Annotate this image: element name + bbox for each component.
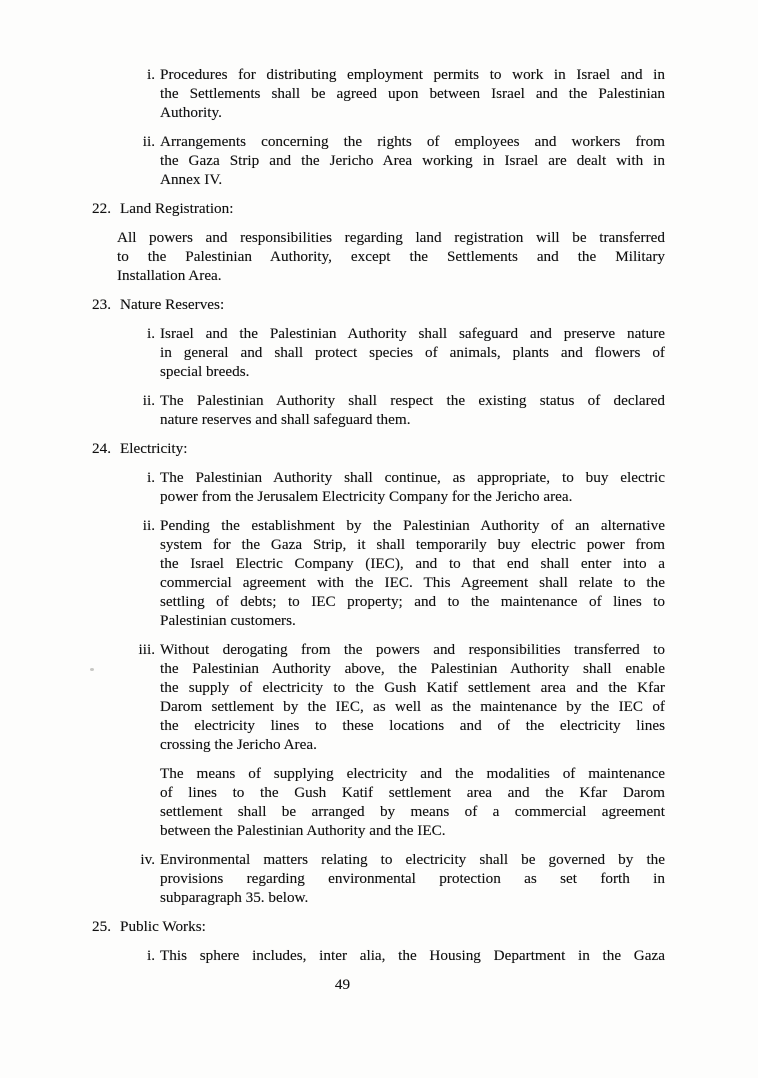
list-item-electricity-iv bbox=[140, 850, 665, 907]
section-number: 22. bbox=[92, 200, 111, 217]
list-marker: iii. bbox=[138, 641, 155, 658]
section-number: 23. bbox=[92, 296, 111, 313]
list-marker: i. bbox=[146, 469, 155, 486]
section-heading-public-works bbox=[92, 917, 665, 936]
section-heading-electricity bbox=[92, 439, 665, 458]
list-item-text: The Palestinian Authority shall respect the existing status of declared nature reserves and shall safeguard them. bbox=[160, 392, 665, 428]
paragraph-text: The means of supplying electricity and the modalities of maintenance of lines to the Gush Katif settlement area and the Kfar Darom settlement shall be arranged by means of a commercial agreement between the Palestinian Authority and the IEC. bbox=[160, 765, 665, 839]
list-item-text: Without derogating from the powers and responsibilities transferred to the Palestinian Authority above, the Palestinian Authority shall enable the supply of electricity to the Gush Katif settlement area and the Kfar Darom settlement by the IEC, as well as the maintenance by the IEC of the electricity lines to these locations and of the electricity lines crossing the Jericho Area. bbox=[160, 641, 665, 753]
list-item-text: Israel and the Palestinian Authority shall safeguard and preserve nature in general and shall protect species of animals, plants and flowers of special breeds. bbox=[160, 325, 665, 380]
list-item-electricity-i bbox=[146, 468, 665, 506]
paragraph-land-registration bbox=[117, 228, 665, 285]
list-item-employment-i bbox=[146, 65, 665, 122]
list-marker: ii. bbox=[142, 517, 155, 534]
list-item-electricity-ii bbox=[142, 516, 665, 630]
list-marker: i. bbox=[146, 325, 155, 342]
section-title: Nature Reserves: bbox=[120, 296, 225, 313]
list-marker: ii. bbox=[142, 392, 155, 409]
section-heading-nature-reserves bbox=[92, 295, 665, 314]
section-number: 25. bbox=[92, 918, 111, 935]
list-item-employment-ii bbox=[142, 132, 665, 189]
list-item-nature-ii bbox=[142, 391, 665, 429]
list-marker: ii. bbox=[142, 133, 155, 150]
section-title: Land Registration: bbox=[120, 200, 234, 217]
section-title: Electricity: bbox=[120, 440, 188, 457]
section-title: Public Works: bbox=[120, 918, 206, 935]
scan-speck bbox=[90, 668, 94, 671]
list-item-nature-i bbox=[146, 324, 665, 381]
page-number: 49 bbox=[334, 976, 351, 993]
list-item-electricity-iii bbox=[138, 640, 665, 754]
section-number: 24. bbox=[92, 440, 111, 457]
list-marker: i. bbox=[146, 947, 155, 964]
list-item-text: The Palestinian Authority shall continue, as appropriate, to buy electric power from the Jerusalem Electricity Company for the Jericho area. bbox=[160, 469, 665, 505]
paragraph-text: All powers and responsibilities regarding land registration will be transferred to the Palestinian Authority, except the Settlements and the Military Installation Area. bbox=[117, 229, 665, 284]
list-marker: iv. bbox=[140, 851, 155, 868]
continuation-paragraph-electricity bbox=[160, 764, 665, 840]
list-item-text: Pending the establishment by the Palestinian Authority of an alternative system for the Gaza Strip, it shall temporarily buy electric power from the Israel Electric Company (IEC), and to that end shall enter into a commercial agreement with the IEC. This Agreement shall relate to the settling of debts; to IEC property; and to the maintenance of lines to Palestinian customers. bbox=[160, 517, 665, 629]
list-item-text: Environmental matters relating to electricity shall be governed by the provisions regarding environmental protection as set forth in subparagraph 35. below. bbox=[160, 851, 665, 906]
list-item-text: Arrangements concerning the rights of employees and workers from the Gaza Strip and the Jericho Area working in Israel are dealt with in Annex IV. bbox=[160, 133, 665, 188]
list-marker: i. bbox=[146, 66, 155, 83]
list-item-text: This sphere includes, inter alia, the Housing Department in the Gaza bbox=[160, 947, 665, 964]
list-item-text: Procedures for distributing employment permits to work in Israel and in the Settlements shall be agreed upon between Israel and the Palestinian Authority. bbox=[160, 66, 665, 121]
list-item-public-works-i bbox=[146, 946, 665, 965]
section-heading-land-registration bbox=[92, 199, 665, 218]
